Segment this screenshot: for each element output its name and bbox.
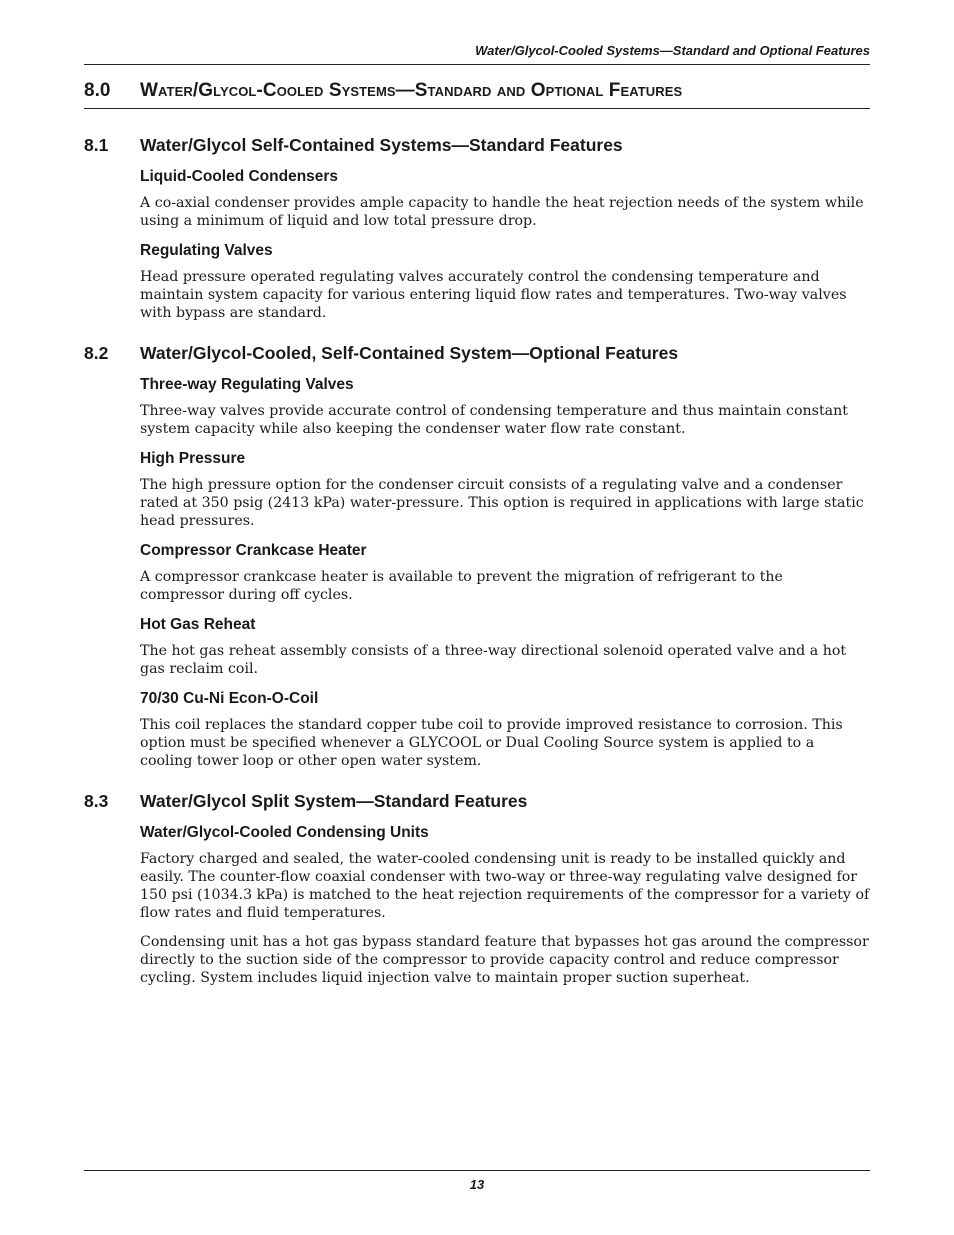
- page-number: 13: [469, 1177, 485, 1192]
- section-heading: [84, 342, 870, 364]
- body-paragraph: A compressor crankcase heater is available to prevent the migration of refrigerant to the compressor during off cycles.: [140, 569, 783, 603]
- chapter-rule: [84, 108, 870, 109]
- subsection-heading: Three-way Regulating Valves: [140, 376, 354, 393]
- content-body: [84, 134, 870, 987]
- subsection-heading: Liquid-Cooled Condensers: [140, 168, 339, 185]
- subsection-heading: High Pressure: [140, 450, 246, 467]
- footer-rule: [84, 1170, 870, 1171]
- section-title: Water/Glycol Self-Contained Systems—Standard Features: [140, 135, 623, 155]
- body-paragraph: Condensing unit has a hot gas bypass standard feature that bypasses hot gas around the compressor directly to the suction side of the compressor to provide capacity control and reduce compressor cycling. System includes liquid injection valve to maintain proper suction superheat.: [140, 934, 869, 986]
- section-heading: [84, 134, 870, 156]
- chapter-title: Water/Glycol-Cooled Systems—Standard and Optional Features: [140, 80, 683, 101]
- section-number: 8.2: [84, 343, 109, 363]
- body-paragraph: A co-axial condenser provides ample capacity to handle the heat rejection needs of the system while using a minimum of liquid and low total pressure drop.: [140, 195, 864, 229]
- subsection-heading: Regulating Valves: [140, 242, 273, 259]
- subsection-heading: Compressor Crankcase Heater: [140, 542, 367, 559]
- body-paragraph: Three-way valves provide accurate control of condensing temperature and thus maintain constant system capacity while also keeping the condenser water flow rate constant.: [140, 403, 848, 437]
- body-paragraph: Factory charged and sealed, the water-cooled condensing unit is ready to be installed quickly and easily. The counter-flow coaxial condenser with two-way or three-way regulating valve designed for 150 psi (1034.3 kPa) is matched to the heat rejection requirements of the compressor for a variety of flow rates and fluid temperatures.: [140, 851, 870, 921]
- header-rule: [84, 64, 870, 65]
- section-heading: [84, 790, 870, 812]
- running-header: Water/Glycol-Cooled Systems—Standard and Optional Features: [475, 43, 870, 58]
- section-title: Water/Glycol-Cooled, Self-Contained System—Optional Features: [140, 343, 679, 363]
- section-number: 8.3: [84, 791, 109, 811]
- section-number: 8.1: [84, 135, 109, 155]
- subsection-heading: Water/Glycol-Cooled Condensing Units: [140, 824, 429, 841]
- body-paragraph: Head pressure operated regulating valves accurately control the condensing temperature and maintain system capacity for various entering liquid flow rates and temperatures. Two-way valves with bypass are standard.: [140, 269, 847, 321]
- body-paragraph: The hot gas reheat assembly consists of a three-way directional solenoid operated valve and a hot gas reclaim coil.: [140, 643, 847, 677]
- chapter-heading: [84, 78, 870, 104]
- subsection-heading: Hot Gas Reheat: [140, 616, 256, 633]
- body-paragraph: The high pressure option for the condenser circuit consists of a regulating valve and a condenser rated at 350 psig (2413 kPa) water-pressure. This option is required in applications with large static head pressures.: [140, 477, 864, 529]
- section-title: Water/Glycol Split System—Standard Features: [140, 791, 528, 811]
- subsection-heading: 70/30 Cu-Ni Econ-O-Coil: [140, 690, 319, 707]
- body-paragraph: This coil replaces the standard copper tube coil to provide improved resistance to corrosion. This option must be specified whenever a GLYCOOL or Dual Cooling Source system is applied to a cooling tower loop or other open water system.: [140, 717, 843, 769]
- chapter-number: 8.0: [84, 80, 111, 101]
